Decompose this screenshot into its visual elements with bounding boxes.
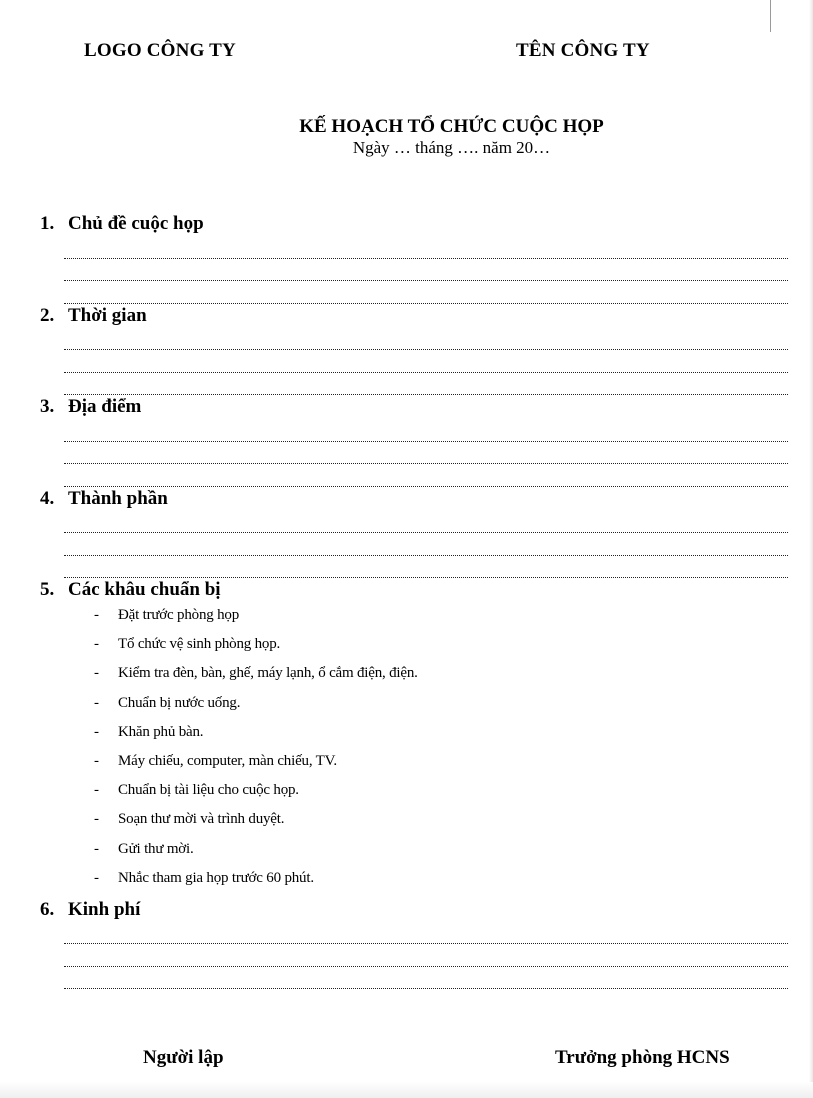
- dotted-line: [64, 442, 788, 465]
- dotted-line: [64, 967, 788, 990]
- bullet-dash: -: [94, 607, 99, 623]
- signature-head-of-hr: Trưởng phòng HCNS: [555, 1047, 730, 1068]
- list-item: [94, 752, 792, 781]
- list-item: [94, 635, 792, 664]
- list-item: [94, 694, 792, 723]
- section-meeting-topic: [40, 212, 792, 304]
- list-item: [94, 869, 792, 898]
- section-title: Các khâu chuẩn bị: [68, 579, 221, 600]
- bullet-dash: -: [94, 636, 99, 653]
- dotted-line: [64, 373, 788, 396]
- section-heading: [40, 487, 792, 511]
- section-location: [40, 395, 792, 487]
- bullet-dash: -: [94, 694, 99, 711]
- section-title: Chủ đề cuộc họp: [68, 213, 204, 234]
- section-time: [40, 304, 792, 396]
- section-number: 6.: [40, 898, 55, 920]
- bullet-dash: -: [94, 811, 99, 828]
- bullet-dash: -: [94, 782, 99, 799]
- fill-in-lines[interactable]: [64, 328, 788, 396]
- company-name: TÊN CÔNG TY: [516, 40, 650, 61]
- page-bottom-shadow: [0, 1082, 813, 1098]
- section-heading: [40, 898, 792, 922]
- list-item-text: Đặt trước phòng họp: [118, 607, 239, 623]
- section-number: 3.: [40, 396, 55, 417]
- section-title: Thời gian: [68, 304, 147, 326]
- list-item-text: Gửi thư mời.: [118, 840, 194, 857]
- fill-in-lines[interactable]: [64, 236, 788, 304]
- bullet-dash: -: [94, 752, 99, 769]
- list-item-text: Máy chiếu, computer, màn chiếu, TV.: [118, 752, 337, 769]
- fill-in-lines[interactable]: [64, 511, 788, 579]
- bullet-dash: -: [94, 665, 99, 682]
- list-item-text: Tổ chức vệ sinh phòng họp.: [118, 636, 281, 653]
- preparation-list: [40, 606, 792, 898]
- signature-preparer: Người lập: [143, 1047, 224, 1068]
- list-item: [94, 840, 792, 869]
- dotted-line: [64, 464, 788, 487]
- section-heading: [40, 304, 792, 328]
- section-title: Kinh phí: [68, 898, 141, 920]
- section-heading: [40, 212, 792, 236]
- fill-in-lines[interactable]: [64, 419, 788, 487]
- dotted-line: [64, 328, 788, 351]
- section-number: 1.: [40, 213, 55, 234]
- dotted-line: [64, 259, 788, 282]
- text-cursor-mark: [770, 0, 771, 32]
- dotted-line: [64, 944, 788, 967]
- document-date-line: Ngày … tháng …. năm 20…: [352, 138, 551, 157]
- section-heading: [40, 395, 792, 419]
- title-block: [0, 116, 813, 158]
- list-item-text: Chuẩn bị nước uống.: [118, 694, 241, 711]
- list-item-text: Chuẩn bị tài liệu cho cuộc họp.: [118, 782, 299, 799]
- list-item: [94, 781, 792, 810]
- dotted-line: [64, 922, 788, 945]
- document-title: KẾ HOẠCH TỔ CHỨC CUỘC HỌP: [299, 116, 604, 137]
- section-number: 5.: [40, 579, 55, 600]
- list-item: [94, 810, 792, 839]
- list-item-text: Khăn phủ bàn.: [118, 723, 204, 740]
- section-number: 4.: [40, 487, 55, 509]
- dotted-line: [64, 556, 788, 579]
- company-logo-placeholder: LOGO CÔNG TY: [84, 40, 236, 61]
- list-item: [94, 664, 792, 693]
- section-title: Thành phần: [68, 487, 168, 509]
- dotted-line: [64, 533, 788, 556]
- section-number: 2.: [40, 304, 55, 326]
- dotted-line: [64, 511, 788, 534]
- list-item-text: Kiểm tra đèn, bàn, ghế, máy lạnh, ổ cắm điện, điện.: [118, 665, 418, 682]
- bullet-dash: -: [94, 723, 99, 740]
- section-title: Địa điểm: [68, 396, 142, 417]
- section-participants: [40, 487, 792, 579]
- dotted-line: [64, 350, 788, 373]
- dotted-line: [64, 236, 788, 259]
- dotted-line: [64, 419, 788, 442]
- document-body: [40, 212, 792, 989]
- section-budget: [40, 898, 792, 990]
- bullet-dash: -: [94, 840, 99, 857]
- fill-in-lines[interactable]: [64, 922, 788, 990]
- list-item-text: Soạn thư mời và trình duyệt.: [118, 811, 285, 828]
- list-item: [94, 723, 792, 752]
- section-heading: [40, 578, 792, 602]
- section-preparation: [40, 578, 792, 898]
- list-item-text: Nhắc tham gia họp trước 60 phút.: [118, 869, 314, 886]
- list-item: [94, 606, 792, 635]
- bullet-dash: -: [94, 869, 99, 886]
- dotted-line: [64, 281, 788, 304]
- page-edge-shadow: [809, 0, 813, 1098]
